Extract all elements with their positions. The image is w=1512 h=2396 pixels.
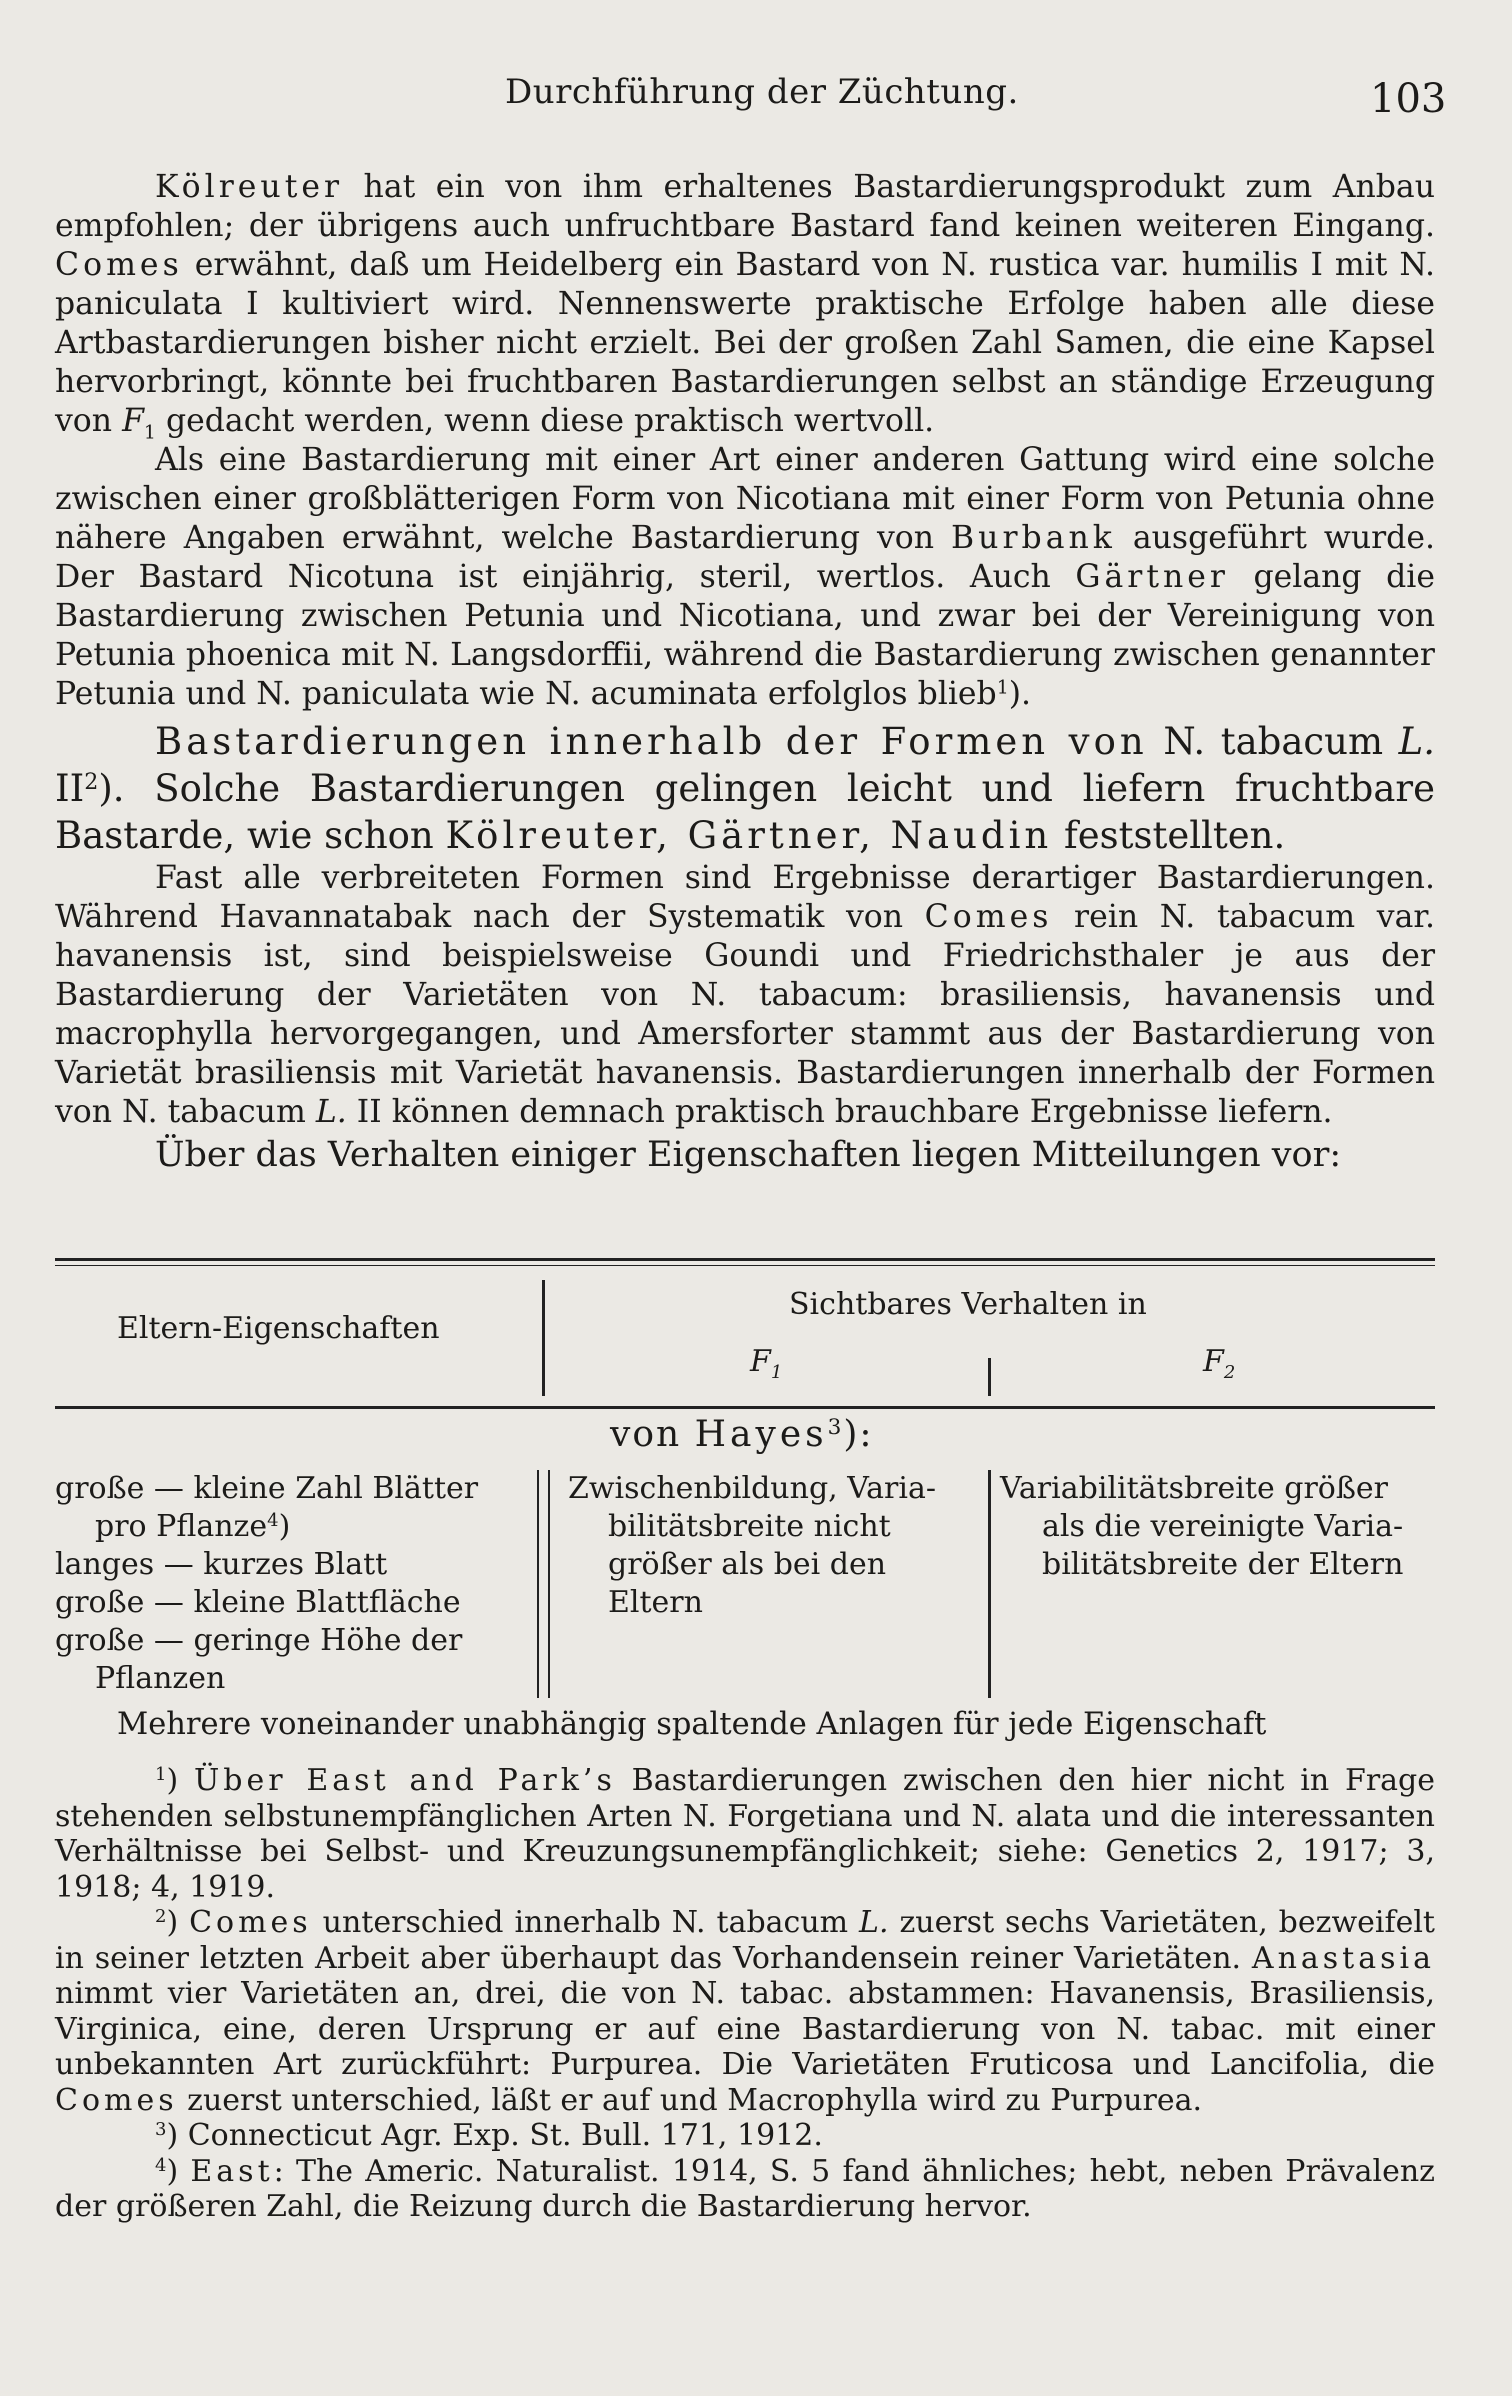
table-rule [55, 1258, 1435, 1261]
table-rule [55, 1265, 1435, 1266]
main-text [55, 168, 1435, 1175]
column-divider [548, 1470, 550, 1698]
header-f2: $F_2$ [1203, 1344, 1236, 1383]
author-names: Kölreuter, Gärtner, Naudin [445, 814, 1053, 857]
footnote-ref: 2 [84, 768, 99, 795]
table-intro: Über das Verhalten einiger Eigenschaften liegen Mitteilungen vor: [155, 1135, 1342, 1175]
author-name: Gärtner [1075, 559, 1229, 595]
f2-behaviour-cell: Variabilitätsbreite größer als die vereinigte Varia- bilitätsbreite der Eltern [1000, 1471, 1404, 1582]
paragraph-varieties: Fast alle verbreiteten Formen sind Ergebnisse derartiger Bastardierungen. Während Havannatabak nach der Systematik von Comes rein N. tabacum var. havanensis ist, sind beispielsweise Goundi und Friedrichsthaler je aus der Bastardierung der Varietäten von N. tabacum: brasiliensis, havanensis und macrophylla hervorgegangen, und Amersforter stammt aus der Bastardierung von Varietät brasiliensis mit Varietät havanensis. Bastardierungen innerhalb der Formen von N. tabacum L. II können demnach praktisch brauchbare Ergebnisse liefern. [55, 860, 1435, 1130]
page-number: 103 [1370, 76, 1447, 122]
section-heading: Bastardierungen innerhalb der Formen von N. tabacum L. $II^2$). Solche Bastardierungen gelingen leicht und liefern fruchtbare Bastarde, wie schon Kölreuter, Gärtner, Naudin feststellten. [55, 720, 1435, 857]
author-name: Kölreuter [155, 169, 344, 205]
f1-behaviour-cell: Zwischenbildung, Varia- bilitätsbreite nicht größer als bei den Eltern [568, 1471, 936, 1620]
header-f1: $F_1$ [750, 1344, 783, 1383]
column-divider [988, 1358, 991, 1396]
table-rule [55, 1406, 1435, 1409]
table-footer-row: Mehrere voneinander unabhängig spaltende Anlagen für jede Eigenschaft [117, 1707, 1267, 1742]
footnote-4: $^4$) East: The Americ. Naturalist. 1914, S. 5 fand ähnliches; hebt, neben Prävalenz der größeren Zahl, die Reizung durch die Bastardierung hervor. [55, 2153, 1435, 2224]
column-divider [537, 1470, 539, 1698]
footnote-3: $^3$) Connecticut Agr. Exp. St. Bull. 171, 1912. [155, 2118, 823, 2153]
paragraph-petunia: Als eine Bastardierung mit einer Art einer anderen Gattung wird eine solche zwischen einer großblätterigen Form von Nicotiana mit einer Form von Petunia ohne nähere Angaben erwähnt, welche Bastardierung von Burbank ausgeführt wurde. Der Bastard Nicotuna ist einjährig, steril, wertlos. Auch Gärtner gelang die Bastardierung zwischen Petunia und Nicotiana, und zwar bei der Vereinigung von Petunia phoenica mit N. Langsdorffii, während die Bastardierung zwischen genannter Petunia und N. paniculata wie N. acuminata erfolglos blieb$^1$). [55, 442, 1435, 712]
footnote-ref: 1 [996, 676, 1009, 699]
author-name: Comes [55, 247, 183, 283]
author-name: Comes [924, 899, 1053, 935]
source-hayes: von Hayes$^3$): [610, 1414, 874, 1455]
footnotes [55, 1763, 1435, 2225]
footnote-2: $^2$) Comes unterschied innerhalb N. tabacum L. zuerst sechs Varietäten, bezweifelt in seiner letzten Arbeit aber überhaupt das Vorhandensein reiner Varietäten. Anastasia nimmt vier Varietäten an, drei, die von N. tabac. abstammen: Havanensis, Brasiliensis, Virginica, eine, deren Ursprung er auf eine Bastardierung von N. tabac. mit einer unbekannten Art zurückführt: Purpurea. Die Varietäten Fruticosa und Lancifolia, die Comes zuerst unterschied, läßt er auf und Macrophylla wird zu Purpurea. [55, 1905, 1435, 2118]
running-title: Durchführung der Züchtung. [505, 72, 1019, 112]
header-parent-traits: Eltern-Eigenschaften [117, 1311, 440, 1346]
page-header [0, 72, 1512, 132]
footnote-1: $^1$) Über East and Park’s Bastardierungen zwischen den hier nicht in Frage stehenden selbstunempfänglichen Arten N. Forgetiana und N. alata und die interessanten Verhältnisse bei Selbst- und Kreuzungsunempfänglichkeit; siehe: Genetics 2, 1917; 3, 1918; 4, 1919. [55, 1763, 1435, 1905]
footnote-ref: 3 [827, 1415, 844, 1441]
header-visible-behaviour: Sichtbares Verhalten in [789, 1287, 1147, 1322]
parent-traits-cell: große — kleine Zahl Blätter pro Pflanze$^4$) langes — kurzes Blatt große — kleine Blattfläche große — geringe Höhe der Pflanzen [55, 1471, 479, 1696]
heading-spaced-title: Bastardierungen innerhalb der Formen von [155, 720, 1148, 763]
paragraph-koelreuter: Kölreuter hat ein von ihm erhaltenes Bastardierungsprodukt zum Anbau empfohlen; der übrigens auch unfruchtbare Bastard fand keinen weiteren Eingang. Comes erwähnt, daß um Heidelberg ein Bastard von N. rustica var. humilis I mit N. paniculata I kultiviert wird. Nennenswerte praktische Erfolge haben alle diese Artbastardierungen bisher nicht erzielt. Bei der großen Zahl Samen, die eine Kapsel hervorbringt, könnte bei fruchtbaren Bastardierungen selbst an ständige Erzeugung von $F_1$ gedacht werden, wenn diese praktisch wertvoll. [55, 169, 1435, 444]
column-divider [542, 1280, 545, 1396]
author-name: Burbank [951, 520, 1116, 556]
